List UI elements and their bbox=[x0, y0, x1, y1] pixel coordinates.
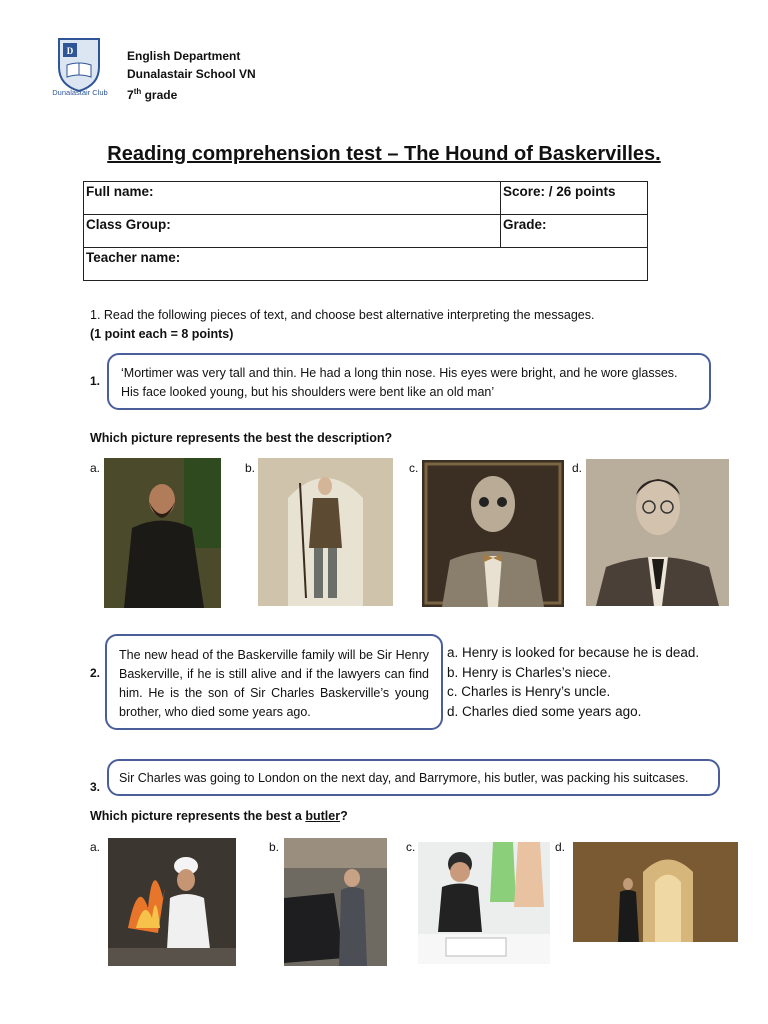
q1-picture-a[interactable] bbox=[104, 458, 221, 608]
q1-label-c[interactable]: c. bbox=[409, 461, 419, 475]
q1-picture-c[interactable] bbox=[422, 460, 564, 607]
q3-text-box bbox=[107, 759, 720, 796]
teacher-name-cell[interactable]: Teacher name: bbox=[84, 248, 648, 281]
full-name-cell[interactable]: Full name: bbox=[84, 182, 501, 215]
q3-picture-b[interactable] bbox=[284, 838, 387, 966]
q3-label-c[interactable]: c. bbox=[406, 840, 416, 854]
q3-picture-c[interactable] bbox=[418, 842, 550, 964]
q3-label-a[interactable]: a. bbox=[90, 840, 101, 854]
q1-label-a[interactable]: a. bbox=[90, 461, 101, 475]
q1-question: Which picture represents the best the description? bbox=[90, 431, 393, 445]
score-cell[interactable]: Score: / 26 points bbox=[501, 182, 648, 215]
department-line: English Department bbox=[127, 49, 241, 63]
grade-line: 7th grade bbox=[127, 87, 178, 102]
header-block bbox=[127, 48, 256, 105]
svg-text:D: D bbox=[66, 46, 74, 56]
q1-number: 1. bbox=[90, 374, 101, 388]
q1-picture-d[interactable] bbox=[586, 459, 729, 606]
q3-number: 3. bbox=[90, 780, 101, 794]
q2-text: The new head of the Baskerville family will be Sir Henry Baskerville, if he is still alive and if the lawyers can find him. He is the son of Sir Charles Baskerville’s young brother, who died some years ago. bbox=[119, 648, 429, 719]
q3-label-b[interactable]: b. bbox=[269, 840, 280, 854]
page-title: Reading comprehension test – The Hound of Baskervilles. bbox=[107, 143, 661, 165]
q1-text: ‘Mortimer was very tall and thin. He had a long thin nose. His eyes were bright, and he wore glasses. His face looked young, but his shoulders were bent like an old man’ bbox=[121, 366, 678, 399]
logo-caption: Dunalastair Club bbox=[52, 88, 108, 97]
q2-option-d[interactable]: d. Charles died some years ago. bbox=[447, 703, 642, 719]
q1-text-box bbox=[107, 353, 711, 410]
section1-intro bbox=[90, 306, 594, 344]
q3-text: Sir Charles was going to London on the next day, and Barrymore, his butler, was packing his suitcases. bbox=[119, 771, 689, 785]
q2-option-b[interactable]: b. Henry is Charles’s niece. bbox=[447, 664, 612, 680]
student-info-table bbox=[83, 181, 648, 281]
grade-cell[interactable]: Grade: bbox=[501, 215, 648, 248]
q2-option-c[interactable]: c. Charles is Henry’s uncle. bbox=[447, 684, 611, 699]
section1-instruction: 1. Read the following pieces of text, and choose best alternative interpreting the messages. bbox=[90, 308, 595, 322]
q3-picture-a[interactable] bbox=[108, 838, 236, 966]
q2-option-a[interactable]: a. Henry is looked for because he is dead. bbox=[447, 645, 700, 660]
q2-options bbox=[447, 643, 699, 721]
section1-points: (1 point each = 8 points) bbox=[90, 327, 234, 341]
q3-picture-d[interactable] bbox=[573, 842, 738, 942]
school-line: Dunalastair School VN bbox=[127, 66, 256, 81]
q2-text-box bbox=[105, 634, 443, 730]
q1-picture-b[interactable] bbox=[258, 458, 393, 606]
q1-label-d[interactable]: d. bbox=[572, 461, 583, 475]
q1-label-b[interactable]: b. bbox=[245, 461, 256, 475]
q3-question: Which picture represents the best a butler? bbox=[90, 809, 348, 823]
q2-number: 2. bbox=[90, 666, 101, 680]
q3-label-d[interactable]: d. bbox=[555, 840, 566, 854]
school-logo bbox=[55, 33, 103, 111]
class-group-cell[interactable]: Class Group: bbox=[84, 215, 501, 248]
